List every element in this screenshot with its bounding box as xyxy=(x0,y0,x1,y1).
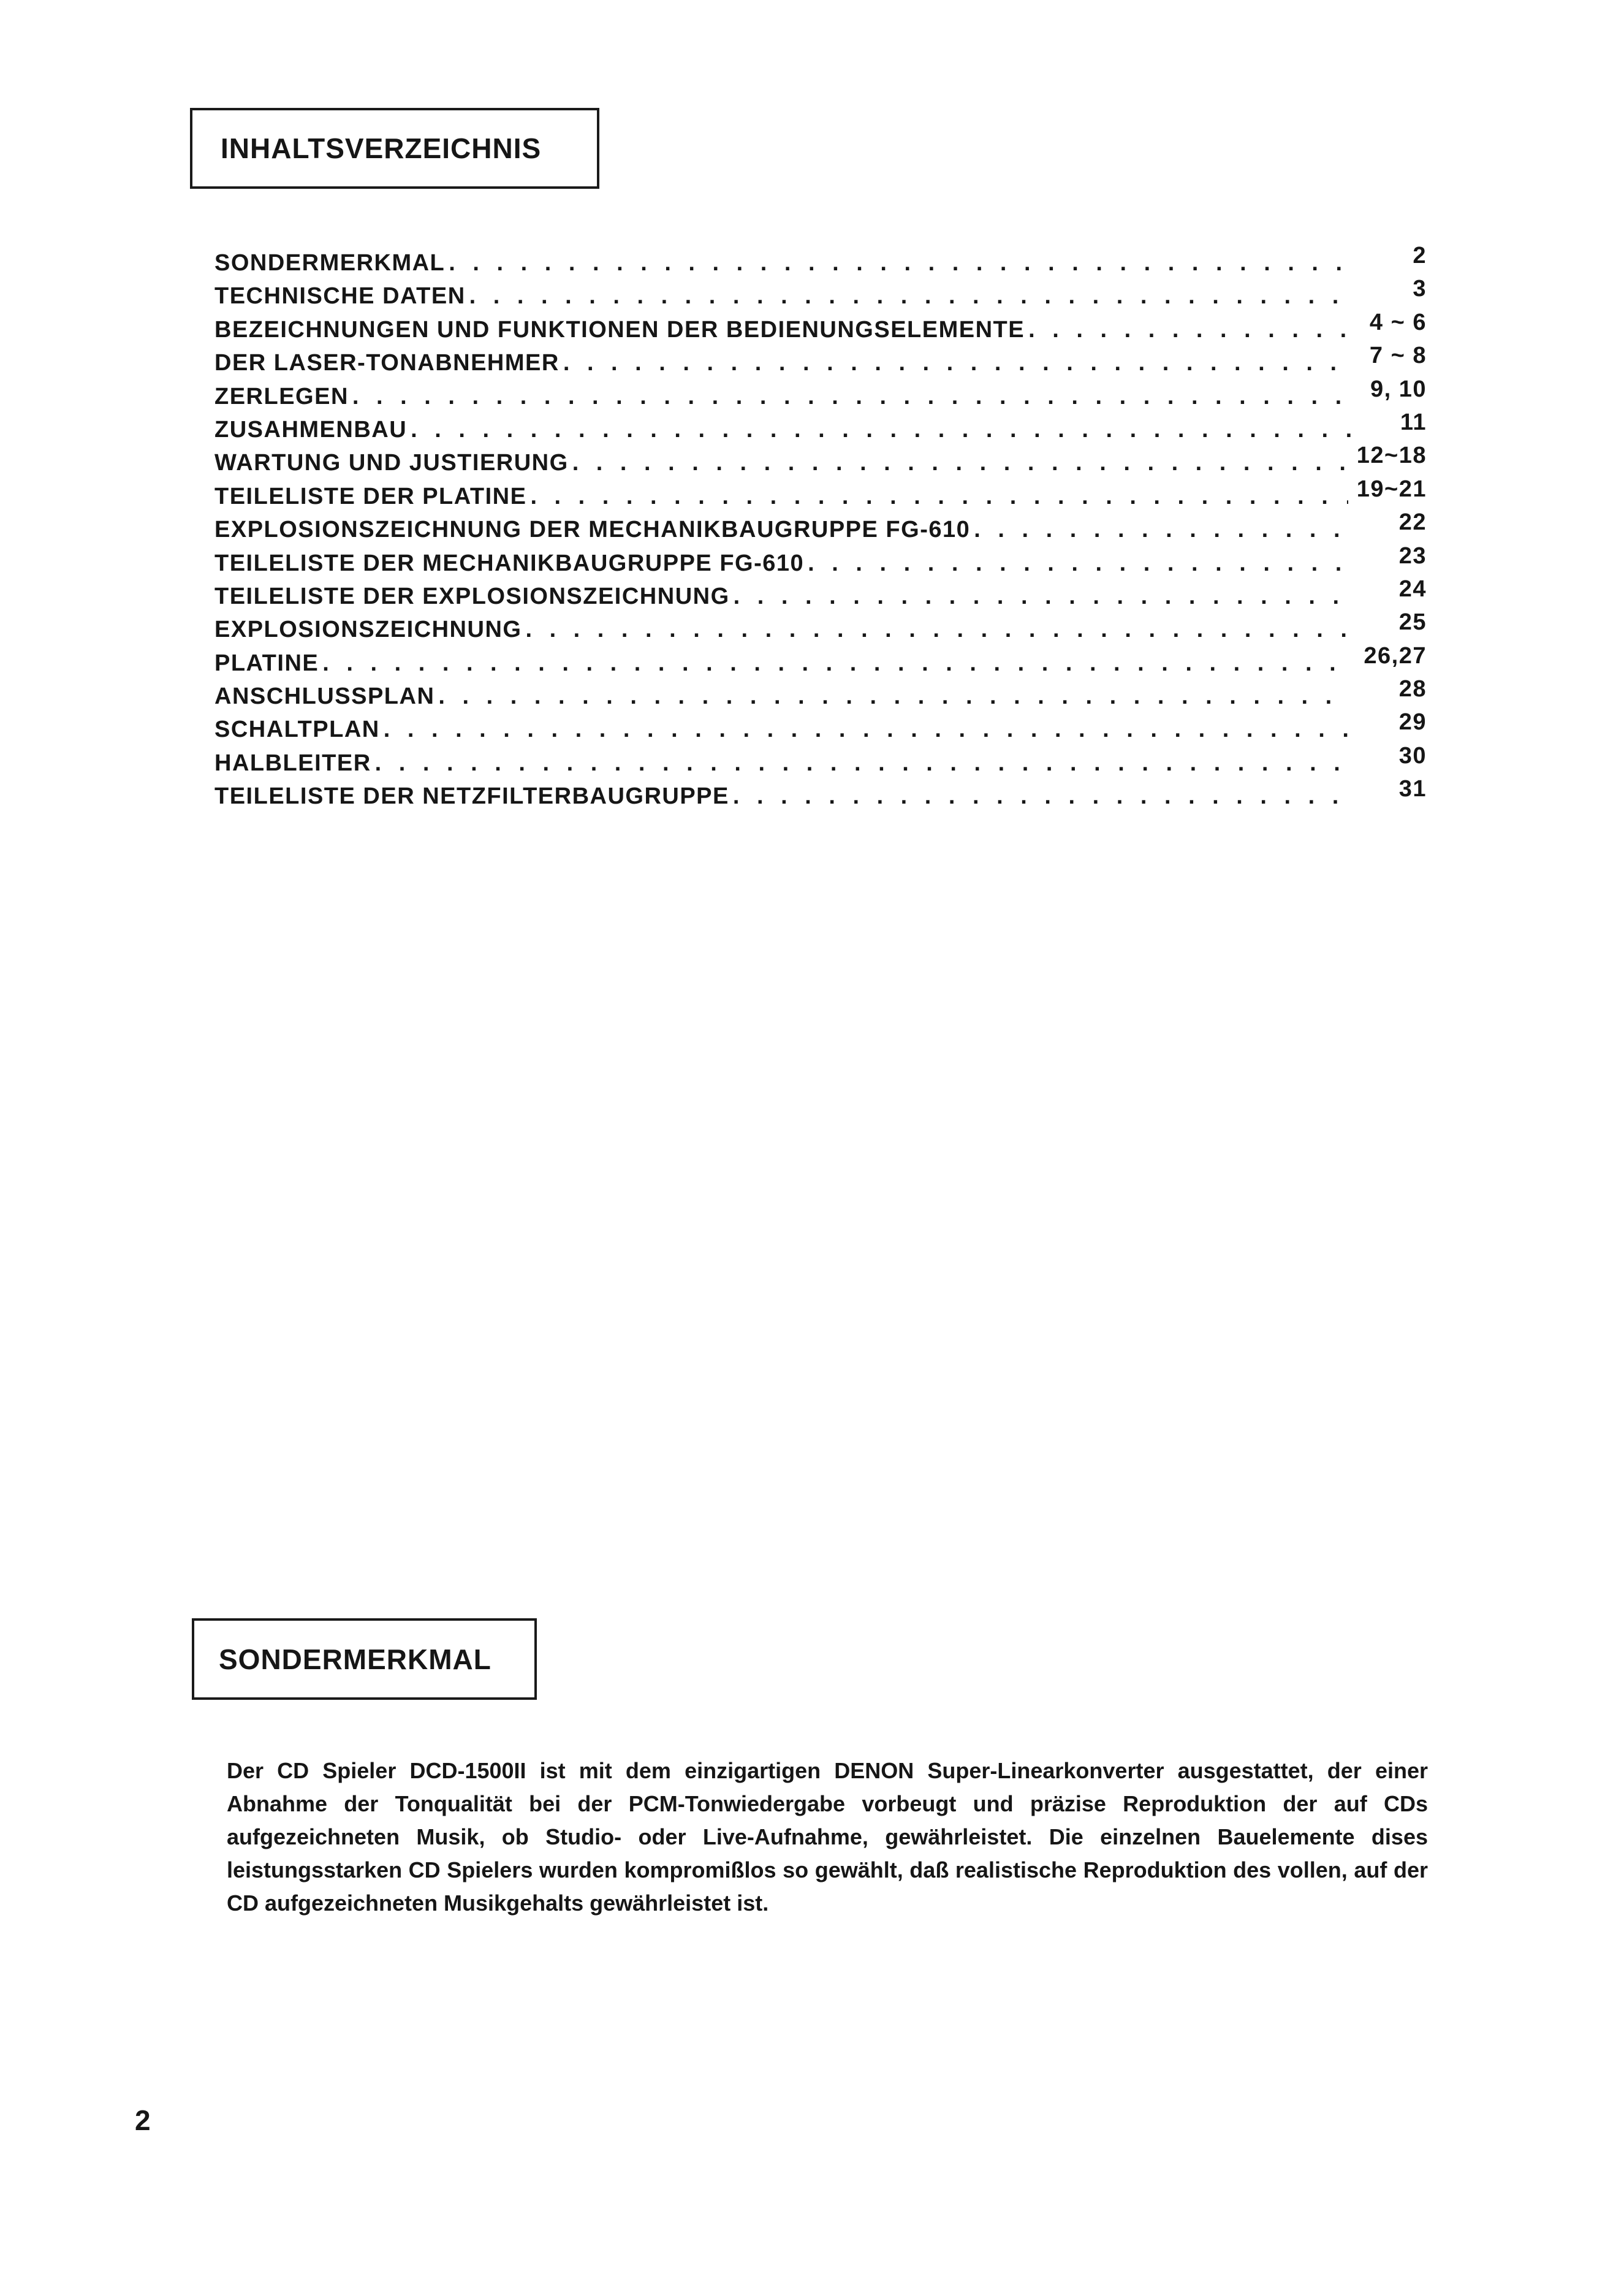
toc-heading xyxy=(190,108,599,189)
toc-leader-dots xyxy=(530,484,1348,510)
toc-entry-title: EXPLOSIONSZEICHNUNG xyxy=(214,617,522,643)
toc-entry-title: ZERLEGEN xyxy=(214,383,349,409)
toc-entry-page: 9, 10 xyxy=(1370,376,1427,402)
toc-leader-dots xyxy=(734,584,1351,610)
toc-entry-title: EXPLOSIONSZEICHNUNG DER MECHANIKBAUGRUPPE FG-610 xyxy=(214,517,971,543)
toc-leader-dots xyxy=(352,384,1351,410)
toc-entry xyxy=(214,776,1427,816)
toc-entry xyxy=(214,276,1427,316)
toc-entry xyxy=(214,576,1427,617)
toc-entry-page: 31 xyxy=(1398,776,1427,802)
toc-entry-title: TEILELISTE DER NETZFILTERBAUGRUPPE xyxy=(214,783,729,810)
toc-entry-title: TECHNISCHE DATEN xyxy=(214,283,466,310)
toc-entry-page: 23 xyxy=(1398,542,1427,569)
feature-paragraph: Der CD Spieler DCD-1500II ist mit dem einzigartigen DENON Super-Linearkonverter ausgestattet, der einer Abnahme der Tonqualität bei der PCM-Tonwiedergabe vorbeugt und präzise Reproduktion der auf CDs aufgezeichneten Musik, ob Studio- oder Live-Aufnahme, gewährleistet. Die einzelnen Bauelemente dises leistungsstarken CD Spielers wurden kompromißlos so gewählt, daß realistische Reproduktion des vollen, auf der CD aufgezeichneten Musikgehalts gewährleistet ist. xyxy=(227,1758,1428,1916)
toc-leader-dots xyxy=(974,517,1351,543)
toc-heading-text: INHALTSVERZEICHNIS xyxy=(221,132,542,164)
toc-leader-dots xyxy=(384,717,1351,743)
toc-entry-title: BEZEICHNUNGEN UND FUNKTIONEN DER BEDIENUNGSELEMENTE xyxy=(214,316,1025,343)
toc-leader-dots xyxy=(375,750,1351,777)
toc-entry-title: PLATINE xyxy=(214,650,319,676)
toc-entry-title: ANSCHLUSSPLAN xyxy=(214,683,435,710)
toc-entry xyxy=(214,542,1427,584)
toc-leader-dots xyxy=(563,350,1351,376)
toc-entry-title: WARTUNG UND JUSTIERUNG xyxy=(214,450,569,476)
toc-entry-title: TEILELISTE DER MECHANIKBAUGRUPPE FG-610 xyxy=(214,550,805,576)
page-number: 2 xyxy=(135,2104,151,2136)
toc-entry xyxy=(214,476,1427,517)
toc-entry-title: SONDERMERKMAL xyxy=(214,250,446,276)
toc-entry-title: TEILELISTE DER EXPLOSIONSZEICHNUNG xyxy=(214,583,730,609)
toc-entry xyxy=(214,609,1427,650)
toc-entry xyxy=(214,343,1427,383)
toc-entry-title: SCHALTPLAN xyxy=(214,717,380,743)
toc-entry xyxy=(214,409,1427,450)
toc-entry-page: 19~21 xyxy=(1356,476,1427,502)
toc-entry-title: TEILELISTE DER PLATINE xyxy=(214,483,527,509)
toc-entry xyxy=(214,443,1427,483)
toc-leader-dots xyxy=(1028,317,1351,343)
toc-leader-dots xyxy=(438,683,1351,710)
toc-entry-page: 3 xyxy=(1413,276,1427,302)
toc-entry xyxy=(214,676,1427,717)
toc-leader-dots xyxy=(525,617,1351,643)
toc-entry-page: 25 xyxy=(1398,609,1427,636)
toc-leader-dots xyxy=(322,650,1351,677)
table-of-contents xyxy=(214,243,1427,817)
toc-leader-dots xyxy=(449,250,1351,276)
toc-entry-page: 29 xyxy=(1398,709,1427,736)
toc-leader-dots xyxy=(469,283,1351,310)
toc-entry-page: 26,27 xyxy=(1364,642,1427,669)
toc-entry-page: 24 xyxy=(1398,576,1427,602)
toc-entry-page: 11 xyxy=(1400,409,1427,435)
toc-entry-page: 12~18 xyxy=(1356,443,1427,469)
toc-leader-dots xyxy=(733,783,1351,810)
toc-entry-page: 7 ~ 8 xyxy=(1369,343,1427,369)
toc-entry xyxy=(214,309,1427,350)
toc-entry xyxy=(214,742,1427,783)
toc-entry xyxy=(214,642,1427,683)
toc-leader-dots xyxy=(808,550,1351,577)
feature-heading xyxy=(192,1618,537,1700)
feature-heading-text: SONDERMERKMAL xyxy=(219,1643,491,1675)
toc-entry xyxy=(214,509,1427,550)
toc-entry-page: 22 xyxy=(1398,509,1427,536)
toc-leader-dots xyxy=(411,417,1351,443)
toc-entry-title: ZUSAHMENBAU xyxy=(214,416,408,443)
toc-entry xyxy=(214,243,1427,283)
toc-entry xyxy=(214,376,1427,417)
toc-entry-page: 4 ~ 6 xyxy=(1369,309,1427,335)
toc-leader-dots xyxy=(572,450,1348,476)
toc-entry-title: DER LASER-TONABNEHMER xyxy=(214,350,560,376)
toc-entry-title: HALBLEITER xyxy=(214,750,371,776)
toc-entry-page: 28 xyxy=(1398,676,1427,702)
toc-entry xyxy=(214,709,1427,750)
toc-entry-page: 30 xyxy=(1398,742,1427,769)
toc-entry-page: 2 xyxy=(1413,243,1427,268)
